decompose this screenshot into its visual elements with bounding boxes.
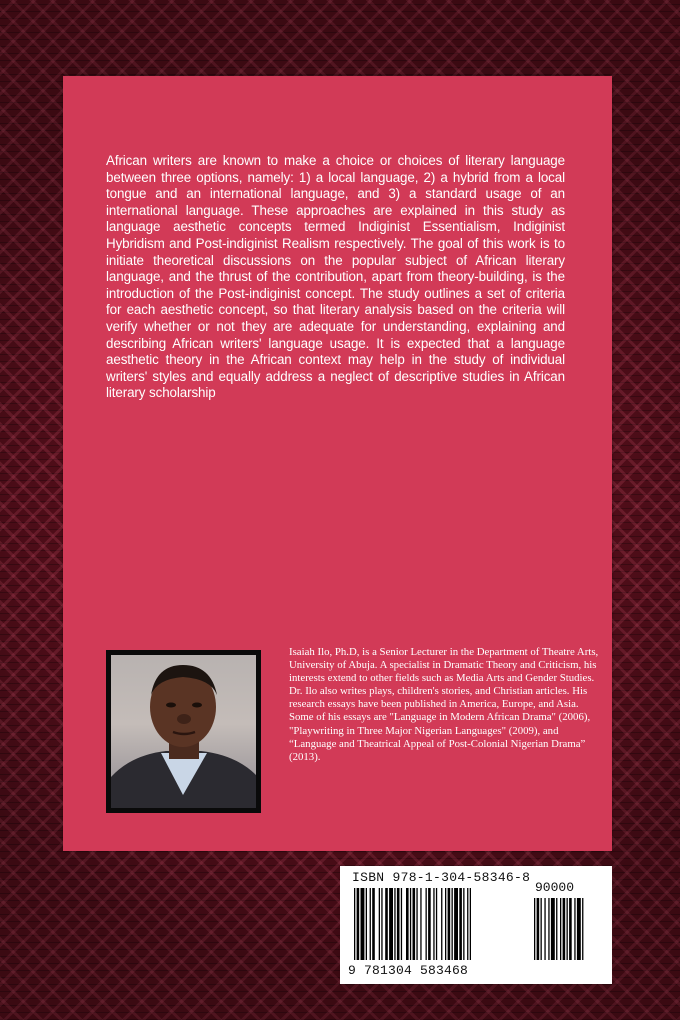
- barcode-bars: [346, 888, 608, 964]
- isbn-label: ISBN 978-1-304-58346-8: [352, 870, 531, 885]
- barcode-addon-digits: 90000: [535, 880, 575, 895]
- barcode-digits: 9 781304 583468: [348, 963, 469, 978]
- isbn-barcode-box: [340, 866, 612, 984]
- author-photo: [111, 655, 256, 808]
- author-bio: Isaiah Ilo, Ph.D, is a Senior Lecturer in the Department of Theatre Arts, University of Abuja. A specialist in Dramatic Theory and Criticism, his interests extend to other fields such as Media Arts and Gender Studies. Dr. Ilo also writes plays, children's stories, and Christian articles. His research essays have been published in America, Europe, and Asia. Some of his essays are "Language in Modern African Drama" (2006), "Playwriting in Three Major Nigerian Languages" (2009), and “Language and Theatrical Appeal of Post-Colonial Nigerian Drama” (2013).: [289, 646, 599, 763]
- book-blurb: African writers are known to make a choice or choices of literary language between three options, namely: 1) a local language, 2) a hybrid from a local tongue and an international language, and 3) a standard usage of an international language. These approaches are explained in this study as language aesthetic concepts termed Indiginist Essentialism, Indiginist Hybridism and Post-indiginist Realism respectively. The goal of this work is to initiate theoretical discussions on the popular subject of African literary language, and the thrust of the contribution, apart from theory-building, is the introduction of the Post-indiginist concept. The study outlines a set of criteria for each aesthetic concept, so that literary analysis based on the criteria will verify whether or not they are adequate for understanding, explaining and describing African writers' language usage. It is expected that a language aesthetic theory in the African context may help in the study of individual writers' styles and equally address a neglect of descriptive studies in African literary scholarship: [106, 153, 565, 401]
- author-photo-frame: [106, 650, 261, 813]
- author-portrait-illustration: [111, 655, 256, 808]
